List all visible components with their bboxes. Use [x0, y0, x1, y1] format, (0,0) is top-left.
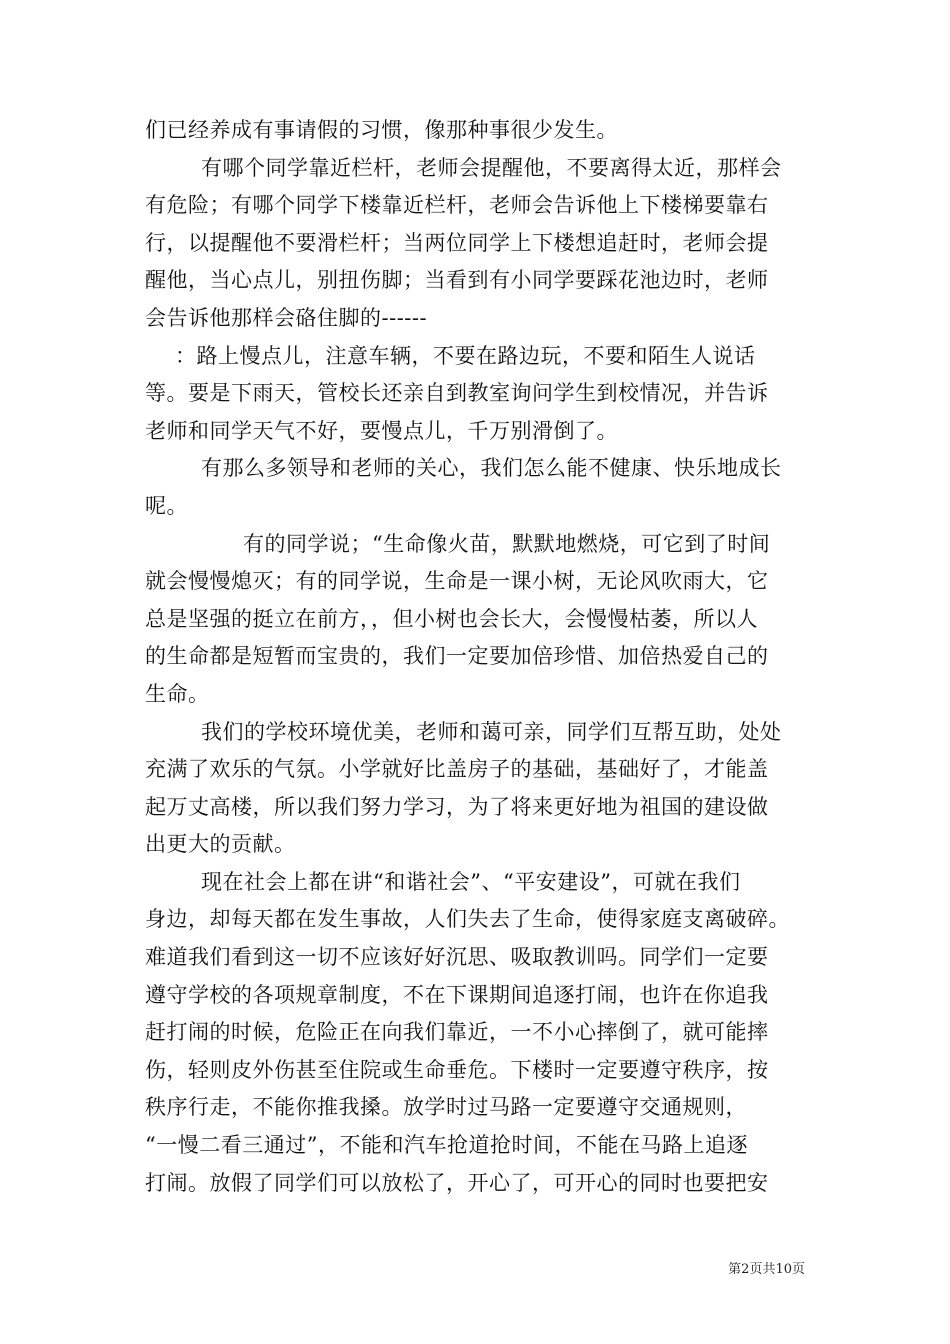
- text-line: 起万丈高楼，所以我们努力学习，为了将来更好地为祖国的建设做: [145, 794, 769, 819]
- text-line: 等。要是下雨天，管校长还亲自到教室询问学生到校情况，并告诉: [145, 381, 769, 406]
- text-line: 出更大的贡献。: [145, 832, 296, 857]
- text-line: 有那么多领导和老师的关心，我们怎么能不健康、快乐地成长: [201, 456, 782, 481]
- text-line: 难道我们看到这一切不应该好好沉思、吸取教训吗。同学们一定要: [145, 945, 769, 970]
- text-line: ：路上慢点儿，注意车辆，不要在路边玩，不要和陌生人说话: [175, 343, 756, 368]
- text-line: 老师和同学天气不好，要慢点儿，千万别滑倒了。: [145, 418, 618, 443]
- text-line: 遵守学校的各项规章制度，不在下课期间追逐打闹，也许在你追我: [145, 982, 769, 1007]
- text-line: 总是坚强的挺立在前方，，但小树也会长大，会慢慢枯萎，所以人: [145, 606, 758, 631]
- text-line: 行，以提醒他不要滑栏杆；当两位同学上下楼想追赶时，老师会提: [145, 230, 769, 255]
- text-line: 秩序行走，不能你推我搡。放学时过马路一定要遵守交通规则，: [145, 1095, 747, 1120]
- text-line: 会告诉他那样会硌住脚的------: [145, 305, 428, 330]
- text-line: 有哪个同学靠近栏杆，老师会提醒他，不要离得太近，那样会: [201, 155, 782, 180]
- body-text: [145, 112, 815, 1202]
- text-line: 们已经养成有事请假的习惯，像那种事很少发生。: [145, 118, 618, 142]
- text-line: 醒他，当心点儿，别扭伤脚；当看到有小同学要踩花池边时，老师: [145, 268, 769, 293]
- text-line: “一慢二看三通过”，不能和汽车抢道抢时间，不能在马路上追逐: [145, 1133, 748, 1158]
- text-line: 呢。: [145, 493, 188, 518]
- text-line: 伤，轻则皮外伤甚至住院或生命垂危。下楼时一定要遵守秩序，按: [145, 1057, 769, 1082]
- text-line: 有的同学说；“生命像火苗，默默地燃烧，可它到了时间: [243, 531, 771, 556]
- text-line: 的生命都是短暂而宝贵的，我们一定要加倍珍惜、加倍热爱自己的: [145, 644, 769, 669]
- text-line: 赶打闹的时候，危险正在向我们靠近，一不小心摔倒了，就可能摔: [145, 1020, 769, 1045]
- text-line: 生命。: [145, 681, 210, 706]
- text-line: 打闹。放假了同学们可以放松了，开心了，可开心的同时也要把安: [145, 1170, 769, 1195]
- text-line: 有危险；有哪个同学下楼靠近栏杆，老师会告诉他上下楼梯要靠右: [145, 193, 769, 218]
- page-number-footer: 第2页共10页: [728, 1262, 805, 1277]
- text-line: 现在社会上都在讲“和谐社会”、“平安建设”，可就在我们: [201, 869, 741, 894]
- text-line: 身边，却每天都在发生事故，人们失去了生命，使得家庭支离破碎。: [145, 907, 790, 932]
- text-line: 我们的学校环境优美，老师和蔼可亲，同学们互帮互助，处处: [201, 719, 782, 744]
- text-line: 充满了欢乐的气氛。小学就好比盖房子的基础，基础好了，才能盖: [145, 757, 769, 782]
- text-line: 就会慢慢熄灭；有的同学说，生命是一课小树，无论风吹雨大，它: [145, 569, 769, 594]
